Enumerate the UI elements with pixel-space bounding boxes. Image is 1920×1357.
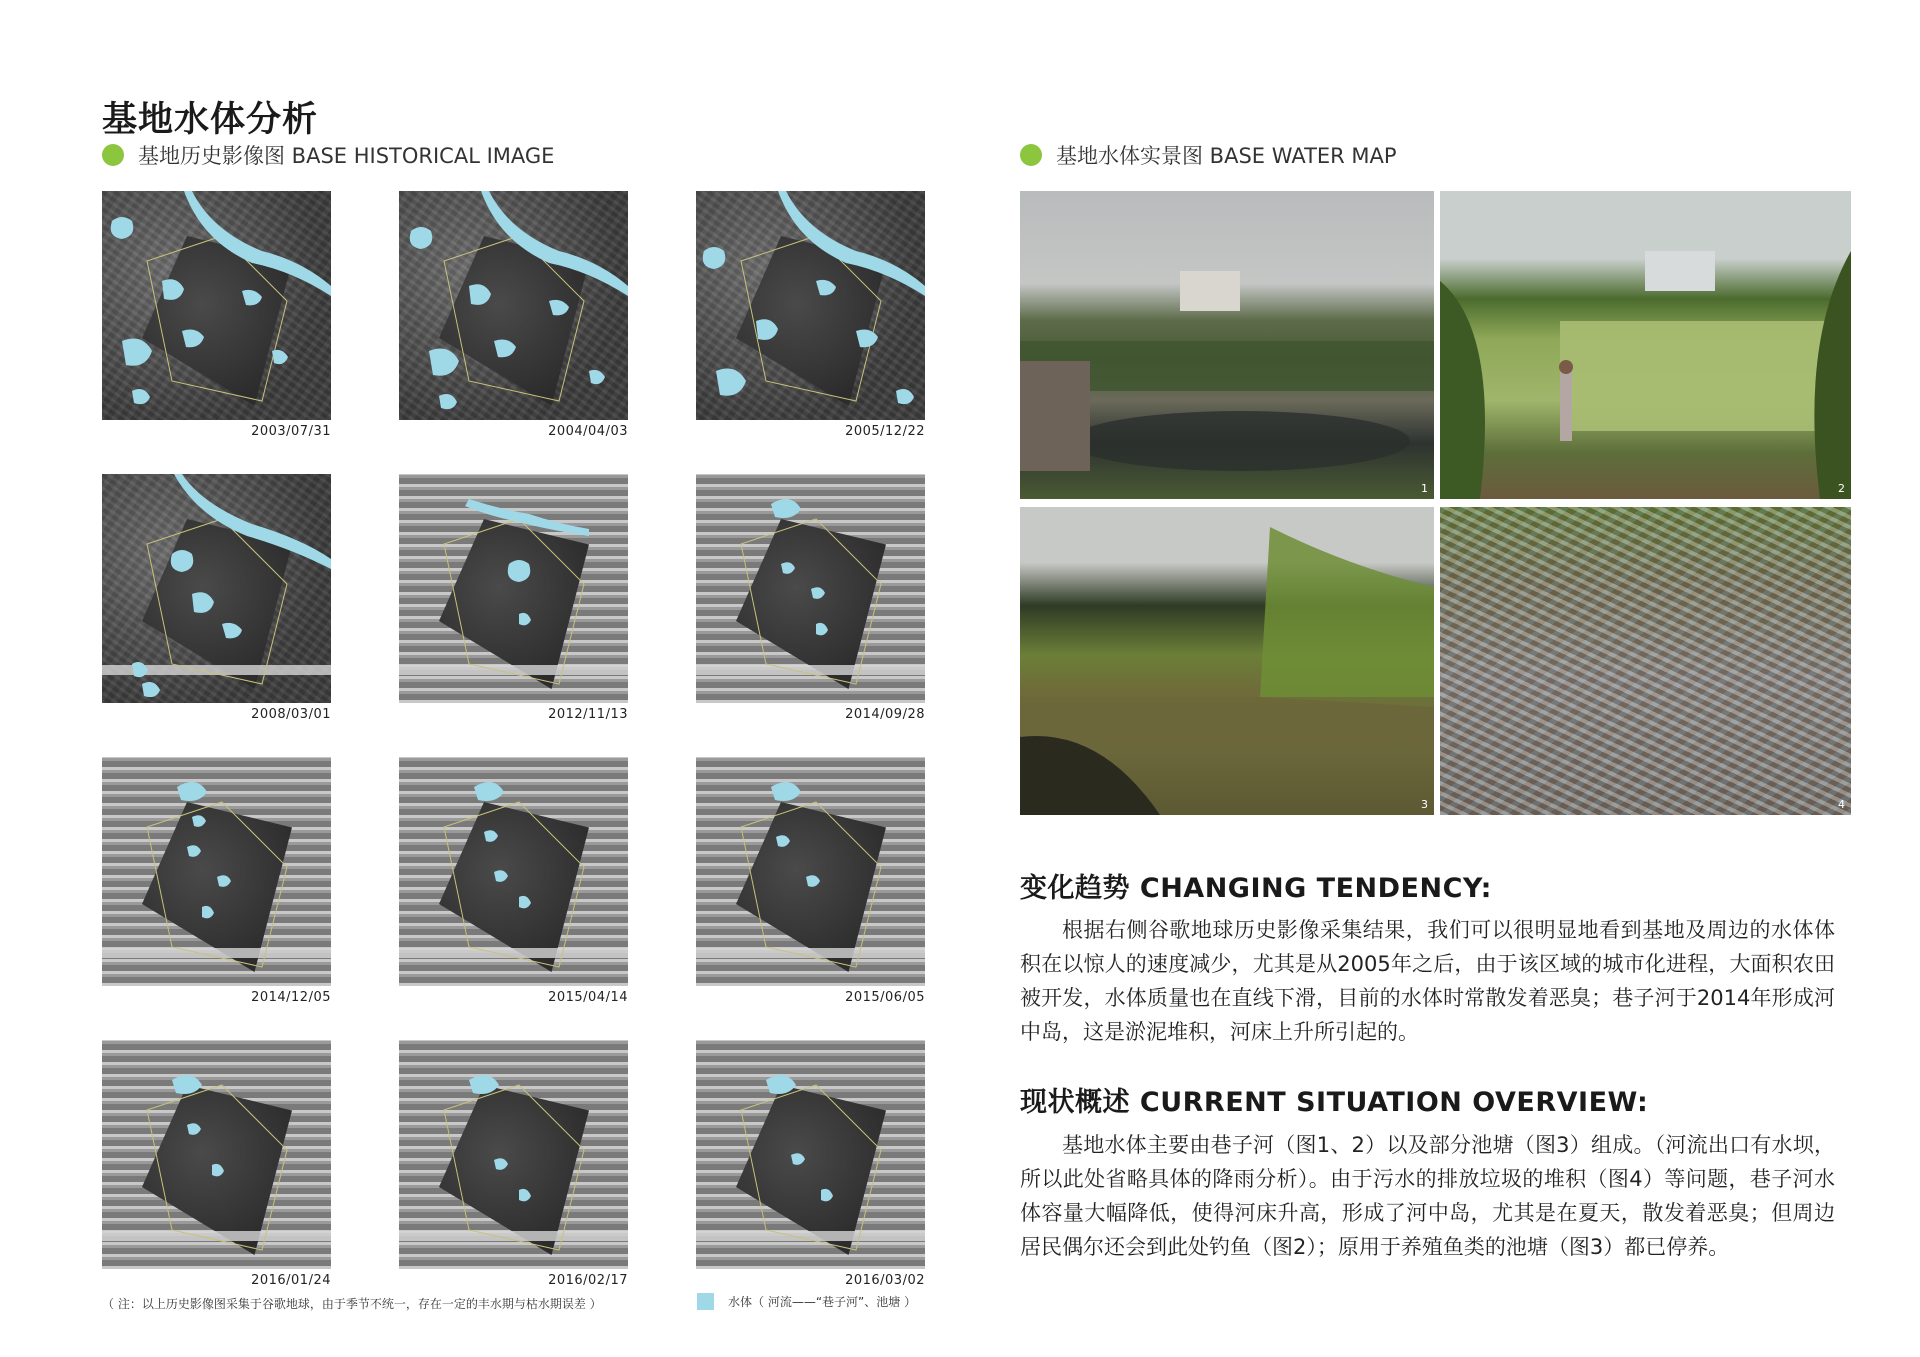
- right-subtitle-text: 基地水体实景图 BASE WATER MAP: [1056, 144, 1397, 168]
- water-body: [111, 217, 134, 239]
- image-date: 2016/01/24: [251, 1273, 331, 1288]
- water-body: [192, 592, 214, 613]
- water-body: [703, 247, 726, 269]
- water-body: [549, 300, 569, 315]
- historical-image: [102, 757, 331, 986]
- water-body: [174, 474, 331, 569]
- water-body: [781, 562, 795, 574]
- site-boundary: [741, 519, 881, 684]
- image-date: 2016/02/17: [548, 1273, 628, 1288]
- water-body: [171, 550, 194, 572]
- changing-tendency-heading: 变化趋势 CHANGING TENDENCY:: [1020, 873, 1492, 904]
- water-body: [778, 191, 925, 296]
- water-body: [182, 329, 204, 347]
- historical-image: [399, 474, 628, 703]
- water-body: [212, 1164, 224, 1176]
- photo-1-scene: [1020, 191, 1434, 499]
- water-body: [816, 280, 836, 295]
- water-body: [410, 227, 433, 249]
- water-body: [508, 560, 531, 582]
- water-body: [856, 329, 878, 347]
- water-body: [519, 1189, 531, 1201]
- footnote: （ 注：以上历史影像图采集于谷歌地球，由于季节不统一，存在一定的丰水期与枯水期误差 ）: [102, 1297, 602, 1311]
- water-overlay: [102, 1040, 331, 1269]
- water-overlay: [399, 1040, 628, 1269]
- water-body: [811, 587, 825, 599]
- water-body: [896, 389, 914, 404]
- water-body: [484, 830, 498, 842]
- water-body: [439, 394, 457, 409]
- water-body: [272, 350, 288, 364]
- photo-number: 4: [1838, 798, 1845, 811]
- left-subtitle: [102, 140, 554, 170]
- water-body: [222, 623, 242, 638]
- water-body: [162, 279, 184, 300]
- image-date: 2012/11/13: [548, 707, 628, 722]
- water-overlay: [399, 757, 628, 986]
- site-boundary: [147, 802, 287, 967]
- current-situation-heading: 现状概述 CURRENT SITUATION OVERVIEW:: [1020, 1087, 1649, 1118]
- water-body: [806, 875, 820, 887]
- photo-number: 2: [1838, 482, 1845, 495]
- site-boundary: [147, 519, 287, 684]
- bullet-dot-icon: [102, 144, 124, 166]
- water-overlay: [102, 757, 331, 986]
- water-overlay: [696, 191, 925, 420]
- photo-2-scene: [1440, 191, 1851, 499]
- water-body: [177, 782, 207, 801]
- water-body: [821, 1189, 833, 1201]
- water-body: [771, 499, 801, 518]
- water-body: [771, 782, 801, 801]
- image-date: 2015/04/14: [548, 990, 628, 1005]
- water-body: [519, 896, 531, 908]
- water-body: [184, 191, 331, 296]
- legend: [697, 1293, 916, 1310]
- site-boundary: [444, 802, 584, 967]
- water-overlay: [102, 191, 331, 420]
- water-body: [187, 1123, 201, 1135]
- historical-image: [696, 191, 925, 420]
- water-body: [766, 1075, 796, 1094]
- right-subtitle: [1020, 140, 1397, 170]
- water-overlay: [102, 474, 331, 703]
- image-date: 2004/04/03: [548, 424, 628, 439]
- water-body: [589, 370, 605, 384]
- water-overlay: [399, 474, 628, 703]
- water-body: [122, 339, 152, 366]
- historical-image: [102, 1040, 331, 1269]
- water-overlay: [399, 191, 628, 420]
- left-subtitle-text: 基地历史影像图 BASE HISTORICAL IMAGE: [138, 144, 555, 168]
- site-boundary: [741, 1085, 881, 1250]
- water-body: [469, 284, 491, 305]
- photo-number: 1: [1421, 482, 1428, 495]
- historical-image: [399, 191, 628, 420]
- image-date: 2016/03/02: [845, 1273, 925, 1288]
- photo-4: [1440, 507, 1851, 815]
- photo-3: [1020, 507, 1434, 815]
- water-body: [494, 870, 508, 882]
- water-body: [192, 815, 206, 827]
- water-body: [142, 682, 160, 697]
- historical-image: [399, 757, 628, 986]
- historical-image: [102, 474, 331, 703]
- water-body: [716, 369, 746, 396]
- water-body: [429, 349, 459, 376]
- image-date: 2003/07/31: [251, 424, 331, 439]
- image-date: 2014/12/05: [251, 990, 331, 1005]
- water-overlay: [696, 757, 925, 986]
- water-overlay: [696, 474, 925, 703]
- changing-tendency-body: 根据右侧谷歌地球历史影像采集结果，我们可以很明显地看到基地及周边的水体体积在以惊人的速度减少，尤其是从2005年之后，由于该区域的城市化进程，大面积农田被开发，水体质量也在直线下滑，目前的水体时常散发着恶臭；巷子河于2014年形成河中岛，这是淤泥堆积，河床上升所引起的。: [1020, 918, 1835, 1044]
- site-boundary: [444, 1085, 584, 1250]
- water-body: [756, 319, 778, 340]
- historical-image: [696, 757, 925, 986]
- image-date: 2005/12/22: [845, 424, 925, 439]
- water-body: [791, 1153, 805, 1165]
- photo-2: [1440, 191, 1851, 499]
- site-boundary: [444, 519, 584, 684]
- water-body: [474, 782, 504, 801]
- water-body: [132, 662, 148, 677]
- water-body: [132, 389, 150, 404]
- photo-number: 3: [1421, 798, 1428, 811]
- water-body: [187, 845, 201, 857]
- water-body: [494, 339, 516, 357]
- historical-image: [696, 1040, 925, 1269]
- water-body: [202, 906, 214, 918]
- photo-3-scene: [1020, 507, 1434, 815]
- historical-image: [696, 474, 925, 703]
- water-overlay: [696, 1040, 925, 1269]
- historical-image: [399, 1040, 628, 1269]
- water-body: [494, 1158, 508, 1170]
- historical-image: [102, 191, 331, 420]
- legend-label: 水体（ 河流——“巷子河”、池塘 ）: [728, 1295, 917, 1309]
- water-body: [816, 623, 828, 635]
- water-swatch-icon: [697, 1293, 714, 1310]
- image-date: 2008/03/01: [251, 707, 331, 722]
- water-body: [481, 191, 628, 296]
- water-body: [469, 1075, 499, 1094]
- water-body: [242, 290, 262, 305]
- image-date: 2014/09/28: [845, 707, 925, 722]
- water-body: [519, 613, 531, 625]
- photo-1: [1020, 191, 1434, 499]
- image-date: 2015/06/05: [845, 990, 925, 1005]
- water-body: [776, 835, 790, 847]
- water-body: [217, 875, 231, 887]
- bullet-dot-icon: [1020, 144, 1042, 166]
- water-body: [172, 1075, 202, 1094]
- current-situation-body: 基地水体主要由巷子河（图1、2）以及部分池塘（图3）组成。（河流出口有水坝，所以此处省略具体的降雨分析）。由于污水的排放垃圾的堆积（图4）等问题，巷子河水体容量大幅降低，使得河床升高，形成了河中岛，尤其是在夏天，散发着恶臭；但周边居民偶尔还会到此处钓鱼（图2）；原用于养殖鱼类的池塘（图3）都已停养。: [1020, 1133, 1835, 1259]
- page-title: 基地水体分析: [102, 100, 319, 140]
